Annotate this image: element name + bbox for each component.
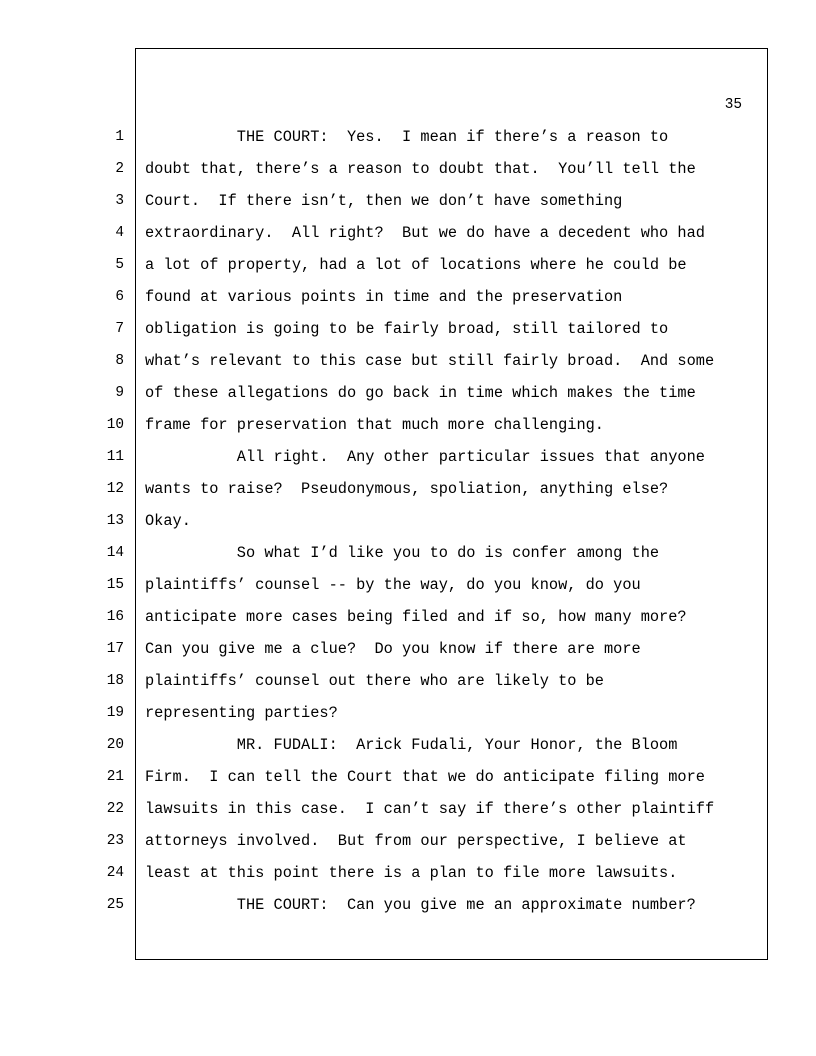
transcript-line [0,191,816,223]
line-number: 3 [115,193,124,209]
line-number: 1 [115,129,124,145]
line-number: 8 [115,353,124,369]
transcript-line [0,575,816,607]
transcript-line [0,863,816,895]
transcript-line [0,799,816,831]
line-text: what’s relevant to this case but still fairly broad. And some [145,352,715,370]
line-text: obligation is going to be fairly broad, still tailored to [145,320,669,338]
transcript-line [0,287,816,319]
transcript-line [0,671,816,703]
transcript-line [0,831,816,863]
line-number: 18 [106,673,124,689]
line-number: 19 [106,705,124,721]
line-number: 16 [106,609,124,625]
transcript-line [0,447,816,479]
transcript-line [0,159,816,191]
transcript-line [0,383,816,415]
line-number: 2 [115,161,124,177]
line-text: So what I’d like you to do is confer among the [145,544,660,562]
transcript-line [0,543,816,575]
line-text: representing parties? [145,704,338,722]
line-number: 25 [106,897,124,913]
transcript-line [0,127,816,159]
line-number: 17 [106,641,124,657]
transcript-line [0,639,816,671]
line-text: anticipate more cases being filed and if so, how many more? [145,608,687,626]
line-number: 9 [115,385,124,401]
line-number: 11 [106,449,124,465]
line-number: 13 [106,513,124,529]
line-number: 4 [115,225,124,241]
transcript-line [0,735,816,767]
line-text: MR. FUDALI: Arick Fudali, Your Honor, the Bloom [145,736,678,754]
line-text: THE COURT: Can you give me an approximate number? [145,896,696,914]
line-number: 5 [115,257,124,273]
transcript-line [0,255,816,287]
line-text: Firm. I can tell the Court that we do anticipate filing more [145,768,705,786]
line-number: 22 [106,801,124,817]
line-text: All right. Any other particular issues that anyone [145,448,705,466]
line-number: 10 [106,417,124,433]
line-text: found at various points in time and the preservation [145,288,623,306]
line-number: 12 [106,481,124,497]
line-text: attorneys involved. But from our perspective, I believe at [145,832,687,850]
line-text: plaintiffs’ counsel -- by the way, do you know, do you [145,576,641,594]
line-number: 20 [106,737,124,753]
line-number: 7 [115,321,124,337]
transcript-line [0,511,816,543]
line-text: wants to raise? Pseudonymous, spoliation, anything else? [145,480,669,498]
transcript-line [0,703,816,735]
line-number: 15 [106,577,124,593]
line-text: extraordinary. All right? But we do have a decedent who had [145,224,705,242]
line-text: doubt that, there’s a reason to doubt that. You’ll tell the [145,160,696,178]
transcript-line [0,479,816,511]
line-text: of these allegations do go back in time which makes the time [145,384,696,402]
line-number: 24 [106,865,124,881]
transcript-line [0,607,816,639]
line-number: 23 [106,833,124,849]
line-text: least at this point there is a plan to file more lawsuits. [145,864,678,882]
transcript-line [0,223,816,255]
line-text: Court. If there isn’t, then we don’t have something [145,192,623,210]
transcript-line [0,767,816,799]
line-text: THE COURT: Yes. I mean if there’s a reason to [145,128,669,146]
transcript-line [0,319,816,351]
transcript-line [0,351,816,383]
line-text: a lot of property, had a lot of locations where he could be [145,256,687,274]
line-text: plaintiffs’ counsel out there who are likely to be [145,672,604,690]
line-text: lawsuits in this case. I can’t say if there’s other plaintiff [145,800,715,818]
line-number: 21 [106,769,124,785]
transcript-line [0,415,816,447]
line-text: Can you give me a clue? Do you know if there are more [145,640,641,658]
line-text: Okay. [145,512,191,530]
line-number: 6 [115,289,124,305]
transcript-line [0,895,816,927]
line-number: 14 [106,545,124,561]
page-number: 35 [724,97,742,113]
line-text: frame for preservation that much more challenging. [145,416,604,434]
